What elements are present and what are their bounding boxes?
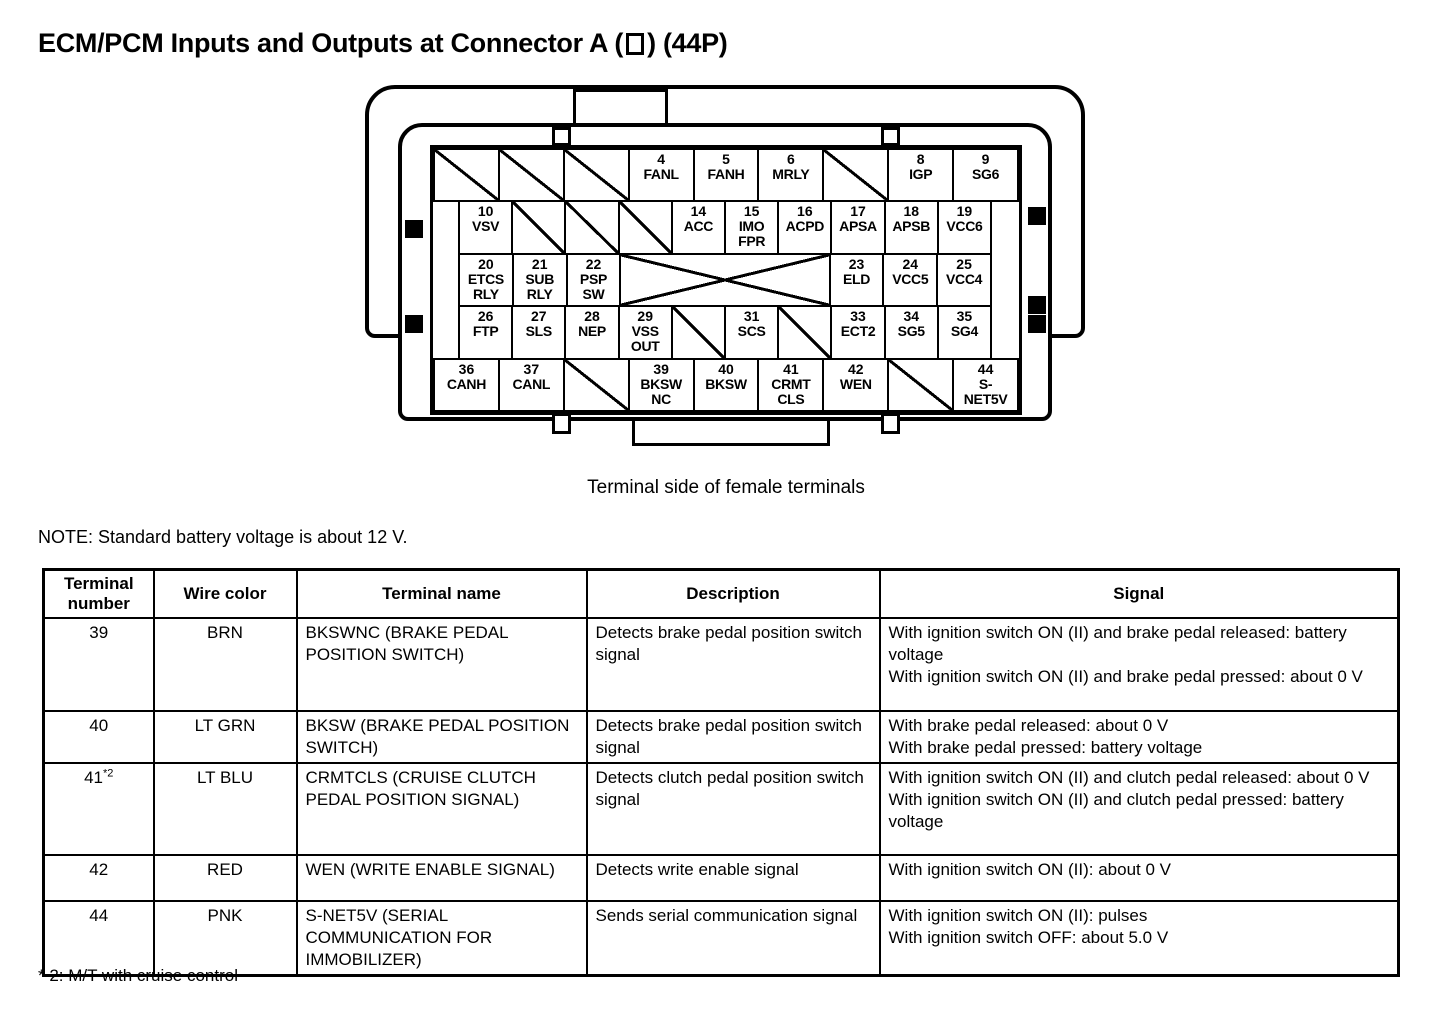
pin-label: SW — [582, 285, 605, 302]
pin-label: CANH — [446, 375, 487, 392]
pin-label: SG4 — [950, 323, 978, 340]
pin-label: IMO — [738, 218, 765, 235]
pin-cell-22 — [566, 253, 622, 307]
pin-number: 24 — [902, 255, 919, 272]
terminal-table — [42, 568, 1400, 977]
terminal-name-cell: BKSW (BRAKE PEDAL POSITION SWITCH) — [297, 711, 587, 763]
pin-row-3 — [433, 253, 1019, 307]
pin-cell-37 — [498, 358, 565, 412]
pin-cell-4 — [628, 148, 695, 202]
signal-line: With ignition switch ON (II): pulses — [888, 906, 1148, 925]
pin-label: FANH — [707, 166, 745, 182]
pin-row-4 — [433, 305, 1019, 359]
signal-cell — [880, 763, 1399, 855]
title-text-before: ECM/PCM Inputs and Outputs at Connector A ( — [38, 28, 624, 58]
signal-line: With ignition switch ON (II) and clutch pedal pressed: battery voltage — [888, 790, 1344, 831]
pin-number: 8 — [916, 151, 925, 167]
blocked-pin-cell — [564, 200, 619, 254]
terminal-number-cell — [44, 711, 154, 763]
description-cell: Detects clutch pedal position switch signal — [587, 763, 880, 855]
blocked-pin-cell — [563, 358, 630, 412]
terminal-number: 40 — [89, 716, 109, 735]
pin-label: APSB — [892, 218, 931, 235]
terminal-number-cell — [44, 855, 154, 901]
table-header-row — [44, 570, 1399, 619]
pin-number: 20 — [478, 255, 494, 272]
latch-notch-bottom-left — [552, 413, 571, 434]
pin-cell-21 — [512, 253, 568, 307]
pin-label: RLY — [526, 285, 553, 302]
pin-number: 29 — [637, 308, 653, 325]
terminal-number: 42 — [89, 860, 109, 879]
note-text: NOTE: Standard battery voltage is about 12 V. — [38, 527, 408, 547]
pin-label: FANL — [643, 166, 679, 182]
signal-line: With ignition switch ON (II) and brake pedal pressed: about 0 V — [888, 667, 1363, 686]
pin-label: VSV — [472, 218, 500, 235]
wire-color-cell: LT BLU — [154, 763, 297, 855]
pin-label: NC — [651, 390, 671, 407]
pin-label: ACC — [683, 218, 714, 235]
pin-grid — [430, 145, 1022, 415]
terminal-number-cell — [44, 901, 154, 976]
terminal-name-cell: WEN (WRITE ENABLE SIGNAL) — [297, 855, 587, 901]
pin-cell-29 — [618, 305, 673, 359]
page-title — [38, 28, 728, 59]
description-cell: Detects brake pedal position switch signal — [587, 618, 880, 711]
pin-label: RLY — [472, 285, 499, 302]
pin-label: NEP — [578, 323, 606, 340]
pin-number: 35 — [956, 308, 973, 325]
pin-cell-33 — [830, 305, 885, 359]
pin-number: 25 — [956, 255, 972, 272]
pin-number: 41 — [783, 360, 799, 377]
pin-label: PSP — [579, 270, 608, 287]
pin-cell-24 — [882, 253, 938, 307]
pin-number: 44 — [977, 360, 994, 377]
table-row — [44, 618, 1399, 711]
pin-number: 16 — [797, 203, 813, 220]
blocked-pin-cell — [777, 305, 832, 359]
pin-cell-27 — [511, 305, 566, 359]
pin-number: 42 — [848, 360, 864, 377]
pin-cell-8 — [887, 148, 954, 202]
terminal-table-wrap — [42, 568, 1400, 977]
pin-label: WEN — [839, 375, 872, 392]
blocked-pin-cell — [511, 200, 566, 254]
pin-number: 39 — [653, 360, 669, 377]
latch-notch-top-right — [881, 127, 900, 146]
pin-cell-20 — [458, 253, 514, 307]
pin-label: ECT2 — [840, 323, 876, 340]
terminal-number: 39 — [89, 623, 109, 642]
table-row — [44, 763, 1399, 855]
pin-label: APSA — [839, 218, 877, 235]
signal-line: With ignition switch ON (II) and brake pedal released: battery voltage — [888, 623, 1347, 664]
title-text-after: ) (44P) — [647, 28, 728, 58]
pin-number: 36 — [458, 360, 475, 377]
pin-number: 31 — [743, 308, 760, 325]
connector-letter-box — [626, 33, 644, 55]
pin-label: CANL — [512, 375, 551, 392]
pin-number: 17 — [850, 203, 866, 220]
pin-cell-6 — [757, 148, 824, 202]
column-header-3: Terminal name — [297, 570, 587, 619]
signal-cell — [880, 855, 1399, 901]
description-cell: Detects brake pedal position switch signal — [587, 711, 880, 763]
pin-label: CLS — [777, 390, 805, 407]
latch-notch-bottom-right — [881, 413, 900, 434]
pin-cell-16 — [777, 200, 832, 254]
pin-number: 33 — [850, 308, 866, 325]
pin-cell-41 — [757, 358, 824, 412]
pin-number: 15 — [743, 203, 760, 220]
pin-number: 10 — [477, 203, 494, 220]
pin-label: VCC5 — [892, 270, 929, 287]
blocked-pin-cell — [887, 358, 954, 412]
description-cell: Sends serial communication signal — [587, 901, 880, 976]
pin-cell-39 — [628, 358, 695, 412]
pin-cell-42 — [822, 358, 889, 412]
terminal-name-cell: BKSWNC (BRAKE PEDAL POSITION SWITCH) — [297, 618, 587, 711]
pin-number: 23 — [848, 255, 865, 272]
pin-cell-5 — [693, 148, 760, 202]
pin-number: 21 — [531, 255, 548, 272]
pin-label: SG6 — [972, 166, 1000, 182]
pin-number: 6 — [787, 151, 795, 167]
terminal-name-cell: S-NET5V (SERIAL COMMUNICATION FOR IMMOBILIZER) — [297, 901, 587, 976]
diagram-caption: Terminal side of female terminals — [587, 477, 865, 498]
pin-cell-18 — [884, 200, 939, 254]
pin-cell-26 — [458, 305, 513, 359]
pin-number: 9 — [981, 151, 990, 167]
wire-color-cell: RED — [154, 855, 297, 901]
pin-cell-34 — [884, 305, 939, 359]
pin-number: 26 — [477, 308, 494, 325]
wire-color-cell: LT GRN — [154, 711, 297, 763]
column-header-5: Signal — [880, 570, 1399, 619]
pin-label: SCS — [737, 323, 766, 340]
pin-label: BKSW — [705, 375, 747, 392]
pin-number: 5 — [722, 151, 730, 167]
side-clip-left-lower — [405, 315, 423, 333]
table-row — [44, 711, 1399, 763]
side-clip-left-upper — [405, 220, 423, 238]
pin-label: SG5 — [897, 323, 925, 340]
pin-cell-14 — [671, 200, 726, 254]
pin-number: 19 — [956, 203, 973, 220]
column-header-4: Description — [587, 570, 880, 619]
pin-number: 4 — [657, 151, 666, 167]
unused-span-cell — [619, 253, 830, 307]
pin-cell-31 — [724, 305, 779, 359]
pin-label: MRLY — [772, 166, 810, 182]
pin-number: 18 — [903, 203, 920, 220]
signal-cell — [880, 901, 1399, 976]
pin-cell-23 — [829, 253, 885, 307]
pin-label: SUB — [525, 270, 555, 287]
terminal-number: 41 — [84, 768, 103, 787]
pin-cell-35 — [937, 305, 992, 359]
pin-number: 40 — [718, 360, 734, 377]
pin-cell-28 — [564, 305, 619, 359]
pin-number: 28 — [584, 308, 600, 325]
pin-number: 37 — [523, 360, 540, 377]
pin-number: 22 — [585, 255, 602, 272]
pin-cell-36 — [433, 358, 500, 412]
wire-color-cell: PNK — [154, 901, 297, 976]
pin-cell-10 — [458, 200, 513, 254]
table-row — [44, 855, 1399, 901]
pin-cell-15 — [724, 200, 779, 254]
side-clip-right-middle — [1028, 296, 1046, 314]
pin-label: BKSW — [640, 375, 682, 392]
pin-cell-19 — [937, 200, 992, 254]
signal-cell — [880, 711, 1399, 763]
pin-number: 27 — [531, 308, 547, 325]
signal-line: With ignition switch ON (II): about 0 V — [888, 860, 1171, 879]
signal-line: With ignition switch ON (II) and clutch pedal released: about 0 V — [888, 768, 1370, 787]
pin-label: IGP — [909, 166, 933, 182]
pin-number: 14 — [690, 203, 707, 220]
pin-row-1 — [433, 148, 1019, 202]
blocked-pin-cell — [498, 148, 565, 202]
pin-label: NET5V — [963, 390, 1008, 407]
blocked-pin-cell — [563, 148, 630, 202]
pin-label: CRMT — [771, 375, 811, 392]
terminal-name-cell: CRMTCLS (CRUISE CLUTCH PEDAL POSITION SIGNAL) — [297, 763, 587, 855]
wire-color-cell: BRN — [154, 618, 297, 711]
footnote-marker: *2 — [103, 767, 114, 780]
pin-cell-9 — [952, 148, 1019, 202]
pin-label: ELD — [842, 270, 871, 287]
signal-line: With ignition switch OFF: about 5.0 V — [888, 928, 1169, 947]
pin-label: ACPD — [785, 218, 825, 235]
blocked-pin-cell — [822, 148, 889, 202]
pin-label: S- — [978, 375, 993, 392]
pin-label: OUT — [630, 338, 660, 355]
description-cell: Detects write enable signal — [587, 855, 880, 901]
pin-row-2 — [433, 200, 1019, 254]
signal-cell — [880, 618, 1399, 711]
column-header-2: Wire color — [154, 570, 297, 619]
pin-label: VCC4 — [946, 270, 983, 287]
footnote-text: * 2: M/T with cruise control — [38, 966, 238, 985]
blocked-pin-cell — [433, 148, 500, 202]
terminal-number: 44 — [89, 906, 109, 925]
pin-label: FTP — [472, 323, 499, 340]
pin-label: FPR — [738, 233, 766, 250]
table-body — [44, 618, 1399, 976]
terminal-number-cell — [44, 763, 154, 855]
pin-cell-44 — [952, 358, 1019, 412]
side-clip-right-lower — [1028, 315, 1046, 333]
pin-cell-25 — [936, 253, 992, 307]
signal-line: With brake pedal pressed: battery voltage — [888, 738, 1203, 757]
pin-label: ETCS — [467, 270, 504, 287]
blocked-pin-cell — [618, 200, 673, 254]
pin-cell-40 — [693, 358, 760, 412]
pin-cell-17 — [830, 200, 885, 254]
column-header-1: Terminal number — [44, 570, 154, 619]
pin-row-5 — [433, 358, 1019, 412]
table-row — [44, 901, 1399, 976]
terminal-number-cell — [44, 618, 154, 711]
pin-label: VSS — [631, 323, 659, 340]
pin-label: SLS — [525, 323, 552, 340]
signal-line: With brake pedal released: about 0 V — [888, 716, 1169, 735]
pin-label: VCC6 — [946, 218, 983, 235]
pin-number: 34 — [903, 308, 920, 325]
latch-notch-top-left — [552, 127, 571, 146]
blocked-pin-cell — [671, 305, 726, 359]
side-clip-right-upper — [1028, 207, 1046, 225]
